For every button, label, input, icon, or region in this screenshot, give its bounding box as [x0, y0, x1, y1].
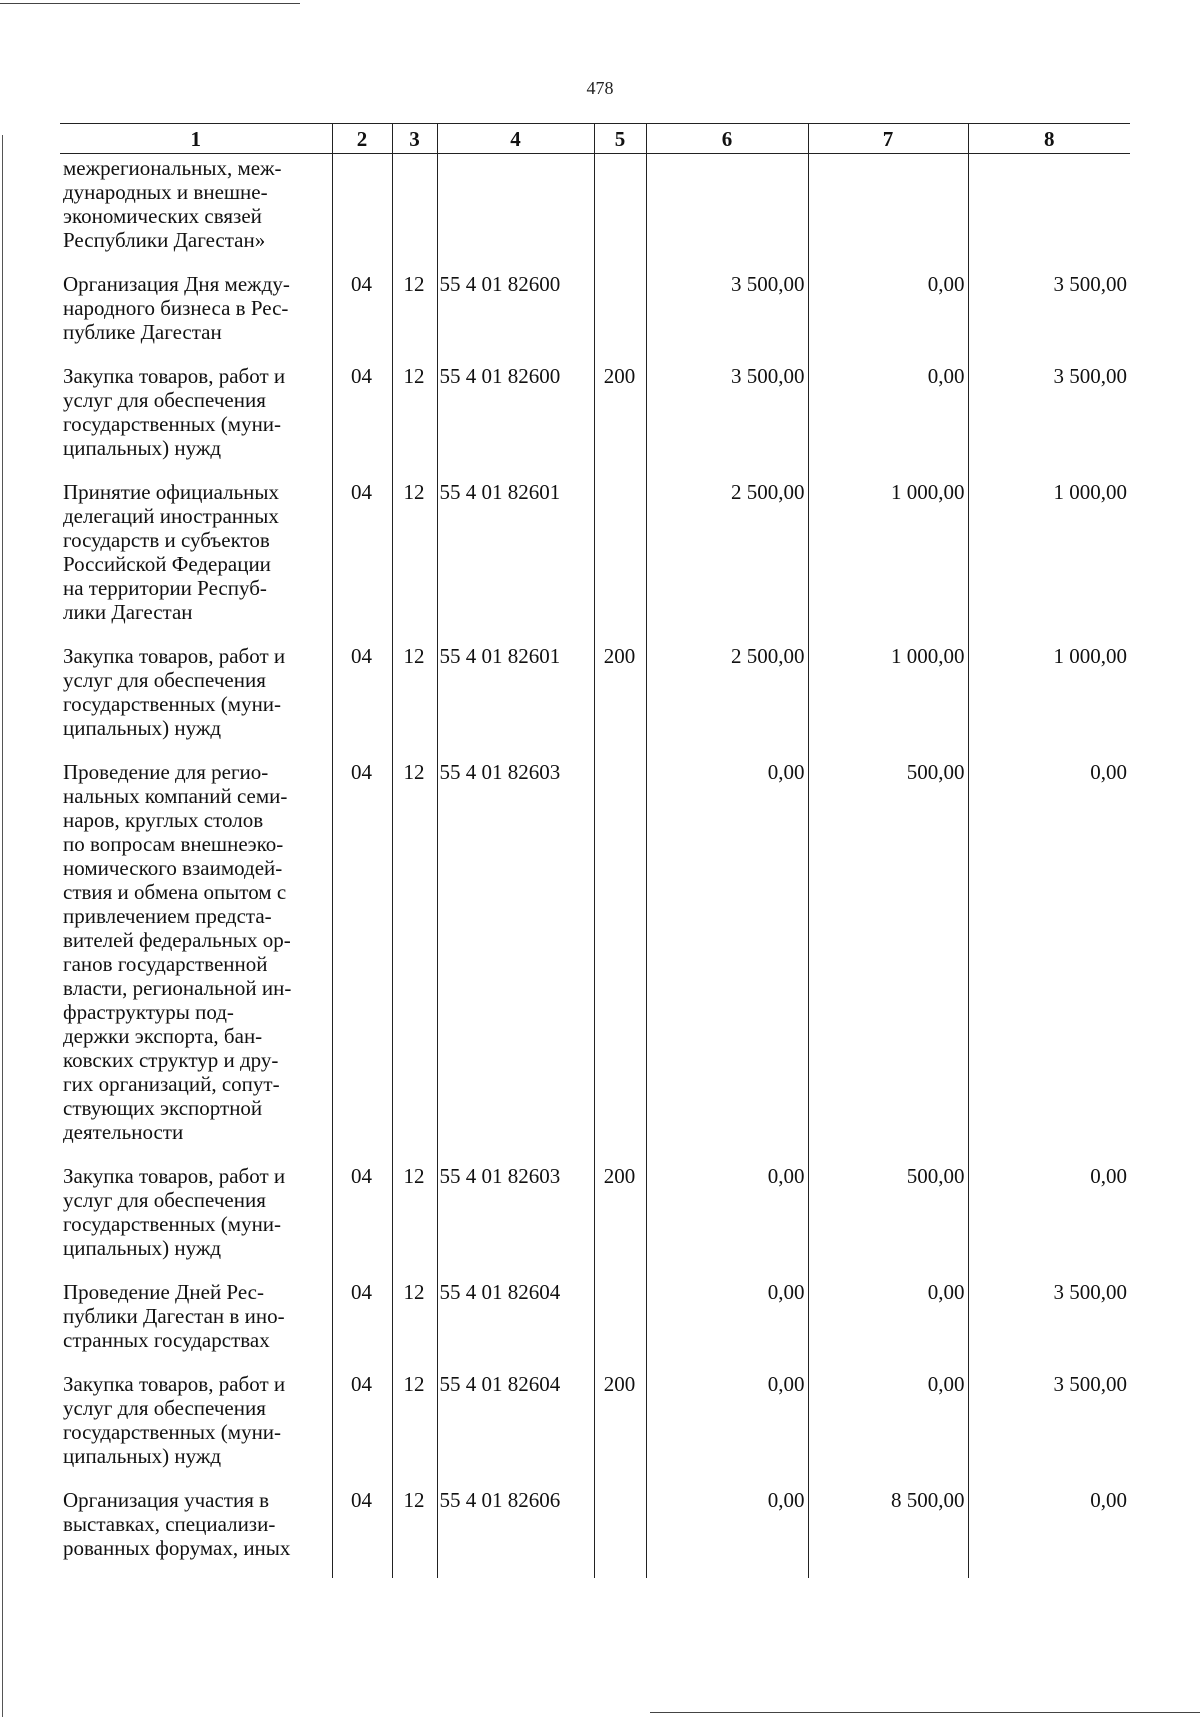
subsection-code-cell: 12 — [392, 1162, 437, 1278]
expense-type-cell — [594, 154, 646, 271]
section-code-cell: 04 — [332, 362, 392, 478]
table-row — [60, 1486, 1130, 1578]
amount-col7-cell: 1 000,00 — [808, 478, 968, 642]
column-header: 6 — [646, 124, 808, 154]
expense-type-cell — [594, 1278, 646, 1370]
section-code-cell: 04 — [332, 1162, 392, 1278]
amount-col8-cell: 0,00 — [968, 758, 1130, 1162]
amount-col6-cell — [646, 154, 808, 271]
scan-border-left — [2, 135, 3, 1717]
section-code-cell: 04 — [332, 642, 392, 758]
subsection-code-cell: 12 — [392, 270, 437, 362]
section-code-cell: 04 — [332, 1278, 392, 1370]
section-code-cell — [332, 154, 392, 271]
row-name-cell: Организация Дня между- народного бизнеса в Рес- публике Дагестан — [63, 272, 290, 344]
amount-col8-cell: 0,00 — [968, 1486, 1130, 1578]
row-name-cell: Закупка товаров, работ и услуг для обеспечения государственных (муни- ципальных) нужд — [63, 644, 286, 740]
row-name-cell: Принятие официальных делегаций иностранных государств и субъектов Российской Федерации на территории Респуб- лики Дагестан — [63, 480, 280, 624]
column-header: 7 — [808, 124, 968, 154]
target-article-cell — [437, 154, 594, 271]
row-name-cell: Проведение для регио- нальных компаний семи- наров, круглых столов по вопросам внешнеэко- номического взаимодей- ствия и обмена опытом с привлечением предста- вителей федеральных ор- ганов государственной власти, региональной ин- фраструктуры под- держки экспорта, бан- ковских структур и дру- гих организаций, сопут- ствующих экспортной деятельности — [63, 760, 292, 1144]
amount-col7-cell: 0,00 — [808, 1278, 968, 1370]
expense-type-cell: 200 — [594, 1162, 646, 1278]
table-row — [60, 1370, 1130, 1486]
amount-col6-cell: 3 500,00 — [646, 362, 808, 478]
scan-border-top — [0, 3, 300, 4]
amount-col7-cell: 0,00 — [808, 1370, 968, 1486]
table-body — [60, 154, 1130, 1579]
expense-type-cell: 200 — [594, 1370, 646, 1486]
amount-col7-cell: 1 000,00 — [808, 642, 968, 758]
subsection-code-cell: 12 — [392, 758, 437, 1162]
table-row — [60, 154, 1130, 271]
table-row — [60, 758, 1130, 1162]
section-code-cell: 04 — [332, 270, 392, 362]
expense-type-cell — [594, 758, 646, 1162]
column-header: 2 — [332, 124, 392, 154]
column-header: 5 — [594, 124, 646, 154]
row-name-cell: Закупка товаров, работ и услуг для обеспечения государственных (муни- ципальных) нужд — [63, 1164, 286, 1260]
amount-col8-cell: 3 500,00 — [968, 270, 1130, 362]
column-header: 1 — [60, 124, 332, 154]
column-header: 4 — [437, 124, 594, 154]
section-code-cell: 04 — [332, 758, 392, 1162]
table-row — [60, 478, 1130, 642]
amount-col6-cell: 0,00 — [646, 758, 808, 1162]
amount-col7-cell: 500,00 — [808, 1162, 968, 1278]
amount-col6-cell: 0,00 — [646, 1486, 808, 1578]
expense-type-cell: 200 — [594, 362, 646, 478]
subsection-code-cell: 12 — [392, 642, 437, 758]
subsection-code-cell: 12 — [392, 1370, 437, 1486]
scan-border-bottom — [650, 1712, 1200, 1713]
amount-col6-cell: 0,00 — [646, 1370, 808, 1486]
budget-table — [60, 123, 1130, 1578]
amount-col8-cell: 3 500,00 — [968, 1370, 1130, 1486]
table-row — [60, 362, 1130, 478]
subsection-code-cell: 12 — [392, 1486, 437, 1578]
expense-type-cell: 200 — [594, 642, 646, 758]
amount-col8-cell: 1 000,00 — [968, 478, 1130, 642]
target-article-cell: 55 4 01 82600 — [437, 270, 594, 362]
section-code-cell: 04 — [332, 478, 392, 642]
amount-col8-cell — [968, 154, 1130, 271]
target-article-cell: 55 4 01 82604 — [437, 1370, 594, 1486]
amount-col7-cell: 0,00 — [808, 270, 968, 362]
amount-col8-cell: 3 500,00 — [968, 362, 1130, 478]
expense-type-cell — [594, 478, 646, 642]
row-name-cell: Закупка товаров, работ и услуг для обеспечения государственных (муни- ципальных) нужд — [63, 1372, 286, 1468]
section-code-cell: 04 — [332, 1370, 392, 1486]
amount-col6-cell: 3 500,00 — [646, 270, 808, 362]
amount-col6-cell: 0,00 — [646, 1278, 808, 1370]
table-row — [60, 642, 1130, 758]
subsection-code-cell — [392, 154, 437, 271]
row-name-cell: межрегиональных, меж- дународных и внешне- экономических связей Республики Дагестан» — [63, 156, 282, 252]
target-article-cell: 55 4 01 82601 — [437, 478, 594, 642]
column-header: 8 — [968, 124, 1130, 154]
target-article-cell: 55 4 01 82600 — [437, 362, 594, 478]
expense-type-cell — [594, 270, 646, 362]
subsection-code-cell: 12 — [392, 1278, 437, 1370]
amount-col6-cell: 2 500,00 — [646, 478, 808, 642]
subsection-code-cell: 12 — [392, 362, 437, 478]
row-name-cell: Проведение Дней Рес- публики Дагестан в ино- странных государствах — [63, 1280, 285, 1352]
target-article-cell: 55 4 01 82603 — [437, 1162, 594, 1278]
amount-col8-cell: 0,00 — [968, 1162, 1130, 1278]
subsection-code-cell: 12 — [392, 478, 437, 642]
amount-col6-cell: 2 500,00 — [646, 642, 808, 758]
amount-col7-cell: 8 500,00 — [808, 1486, 968, 1578]
amount-col6-cell: 0,00 — [646, 1162, 808, 1278]
amount-col7-cell: 500,00 — [808, 758, 968, 1162]
table-header-row — [60, 124, 1130, 154]
target-article-cell: 55 4 01 82601 — [437, 642, 594, 758]
table-row — [60, 1162, 1130, 1278]
amount-col7-cell — [808, 154, 968, 271]
target-article-cell: 55 4 01 82606 — [437, 1486, 594, 1578]
page-number: 478 — [586, 78, 614, 98]
amount-col8-cell: 3 500,00 — [968, 1278, 1130, 1370]
amount-col8-cell: 1 000,00 — [968, 642, 1130, 758]
expense-type-cell — [594, 1486, 646, 1578]
row-name-cell: Закупка товаров, работ и услуг для обеспечения государственных (муни- ципальных) нужд — [63, 364, 286, 460]
row-name-cell: Организация участия в выставках, специализи- рованных форумах, иных — [63, 1488, 291, 1560]
table-row — [60, 1278, 1130, 1370]
column-header: 3 — [392, 124, 437, 154]
target-article-cell: 55 4 01 82603 — [437, 758, 594, 1162]
section-code-cell: 04 — [332, 1486, 392, 1578]
amount-col7-cell: 0,00 — [808, 362, 968, 478]
target-article-cell: 55 4 01 82604 — [437, 1278, 594, 1370]
table-row — [60, 270, 1130, 362]
